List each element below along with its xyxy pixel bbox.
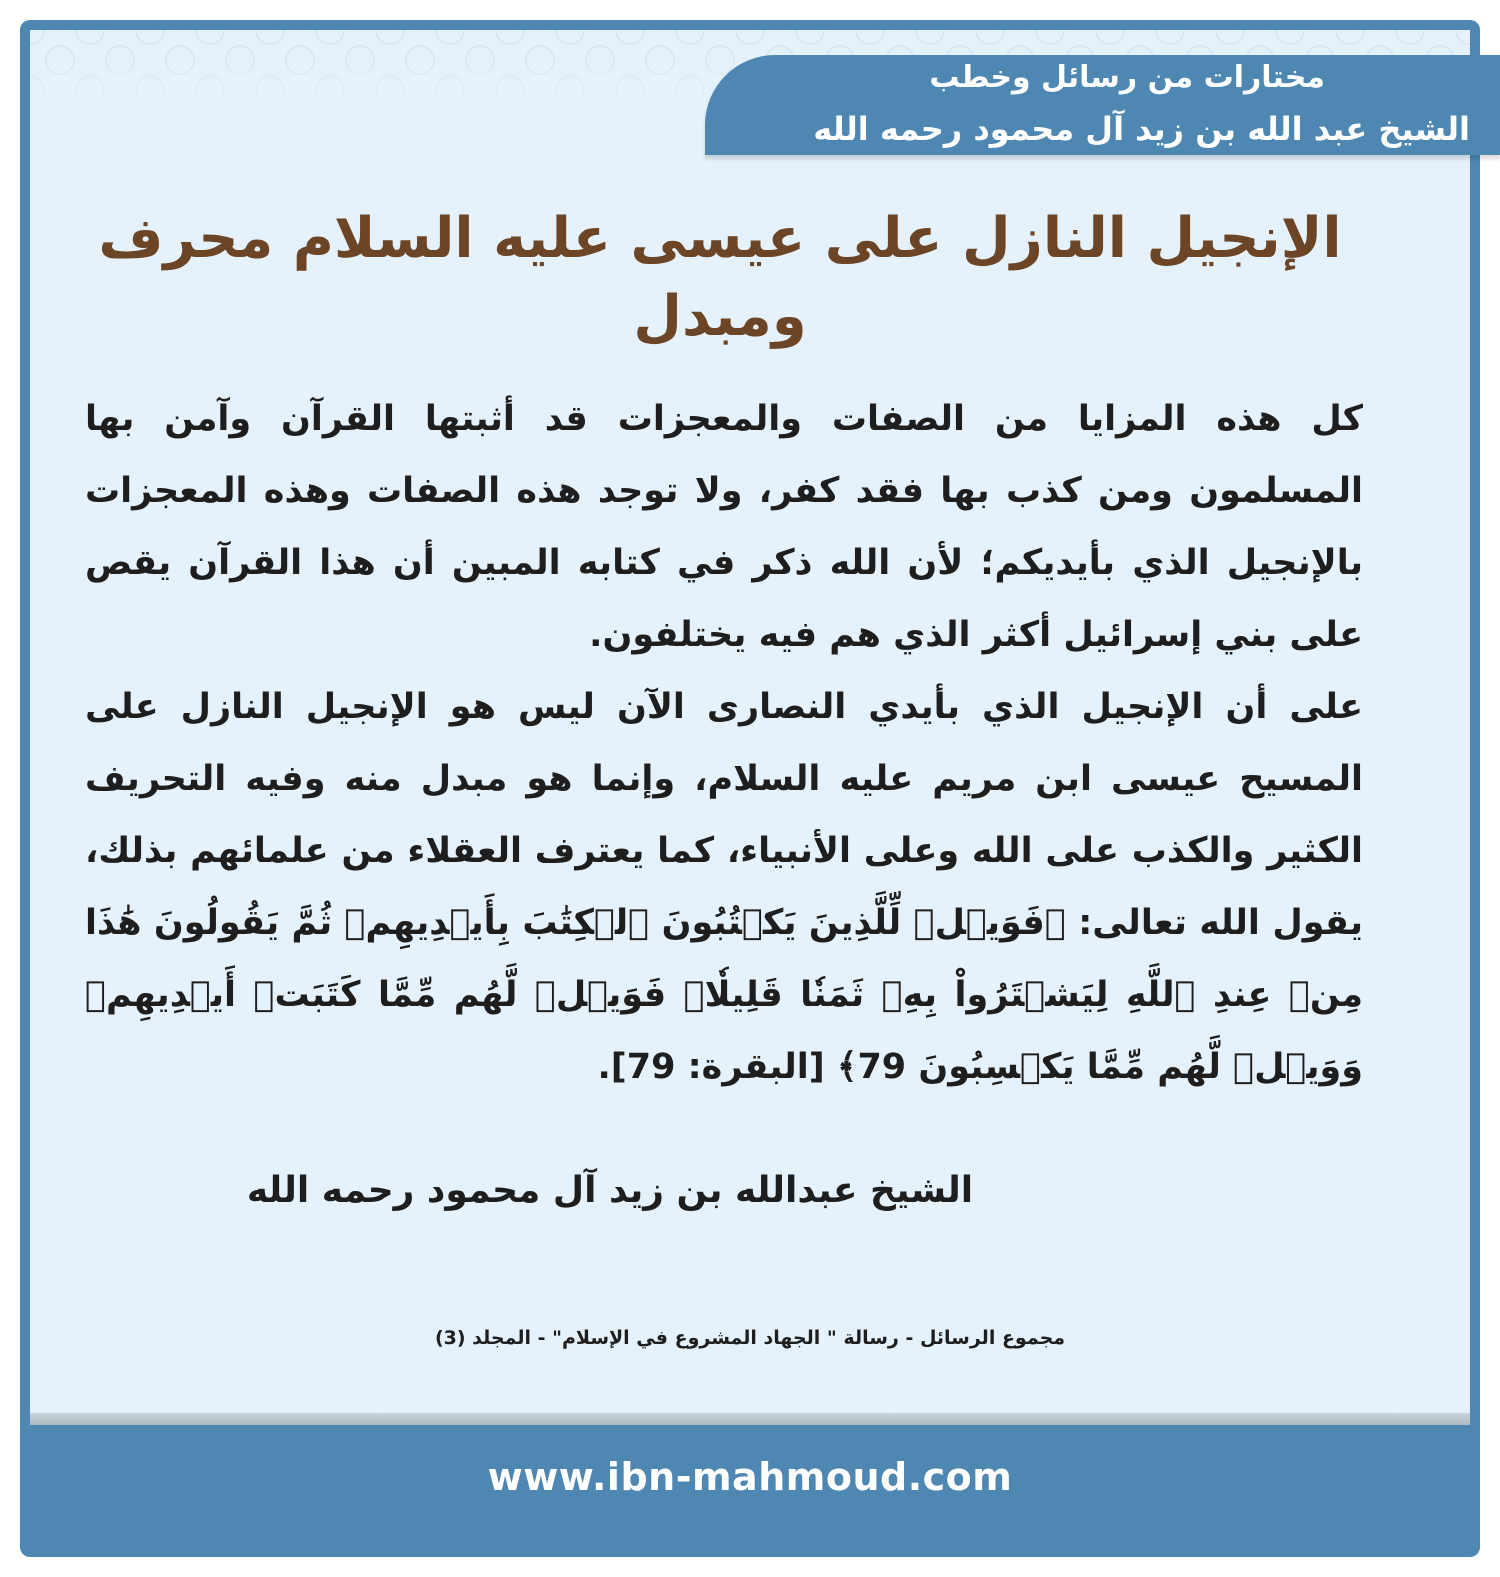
article-body: [85, 383, 1363, 1103]
panel-bottom-shadow: [30, 1413, 1470, 1425]
series-title: مختارات من رسائل وخطب: [929, 60, 1325, 95]
paragraph-2-lead: على أن الإنجيل الذي بأيدي النصارى الآن ليس هو الإنجيل النازل على المسيح عيسى ابن مريم عليه السلام، وإنما هو مبدل منه وفيه التحريف الكثير والكذب على الله وعلى الأنبياء، كما يعترف العقلاء من علمائهم بذلك، يقول الله تعالى:: [85, 687, 1363, 943]
website-link[interactable]: www.ibn-mahmoud.com: [487, 1455, 1013, 1499]
article-title: الإنجيل النازل على عيسى عليه السلام محرف ومبدل: [98, 206, 1342, 349]
quran-verse: ﴿فَوَيۡلٞ لِّلَّذِينَ يَكۡتُبُونَ ٱلۡكِتَٰبَ بِأَيۡدِيهِمۡ ثُمَّ يَقُولُونَ هَٰذَا مِنۡ عِندِ ٱللَّهِ لِيَشۡتَرُواْ بِهِۦ ثَمَنٗا قَلِيلٗاۖ فَوَيۡلٞ لَّهُم مِّمَّا كَتَبَتۡ أَيۡدِيهِمۡ وَوَيۡلٞ لَّهُم مِّمَّا يَكۡسِبُونَ 79﴾: [85, 903, 1363, 1087]
signature: الشيخ عبدالله بن زيد آل محمود رحمه الله: [246, 1170, 974, 1211]
header-author: الشيخ عبد الله بن زيد آل محمود رحمه الله: [813, 110, 1470, 148]
source-citation: مجموع الرسائل - رسالة " الجهاد المشروع في الإسلام" - المجلد (3): [434, 1327, 1066, 1349]
verse-reference: [البقرة: 79].: [597, 1047, 825, 1087]
paragraph-1: كل هذه المزايا من الصفات والمعجزات قد أثبتها القرآن وآمن بها المسلمون ومن كذب بها فقد كفر، ولا توجد هذه الصفات وهذه المعجزات بالإنجيل الذي بأيديكم؛ لأن الله ذكر في كتابه المبين أن هذا القرآن يقص على بني إسرائيل أكثر الذي هم فيه يختلفون.: [85, 399, 1363, 655]
paragraph-2: [85, 671, 1363, 1103]
